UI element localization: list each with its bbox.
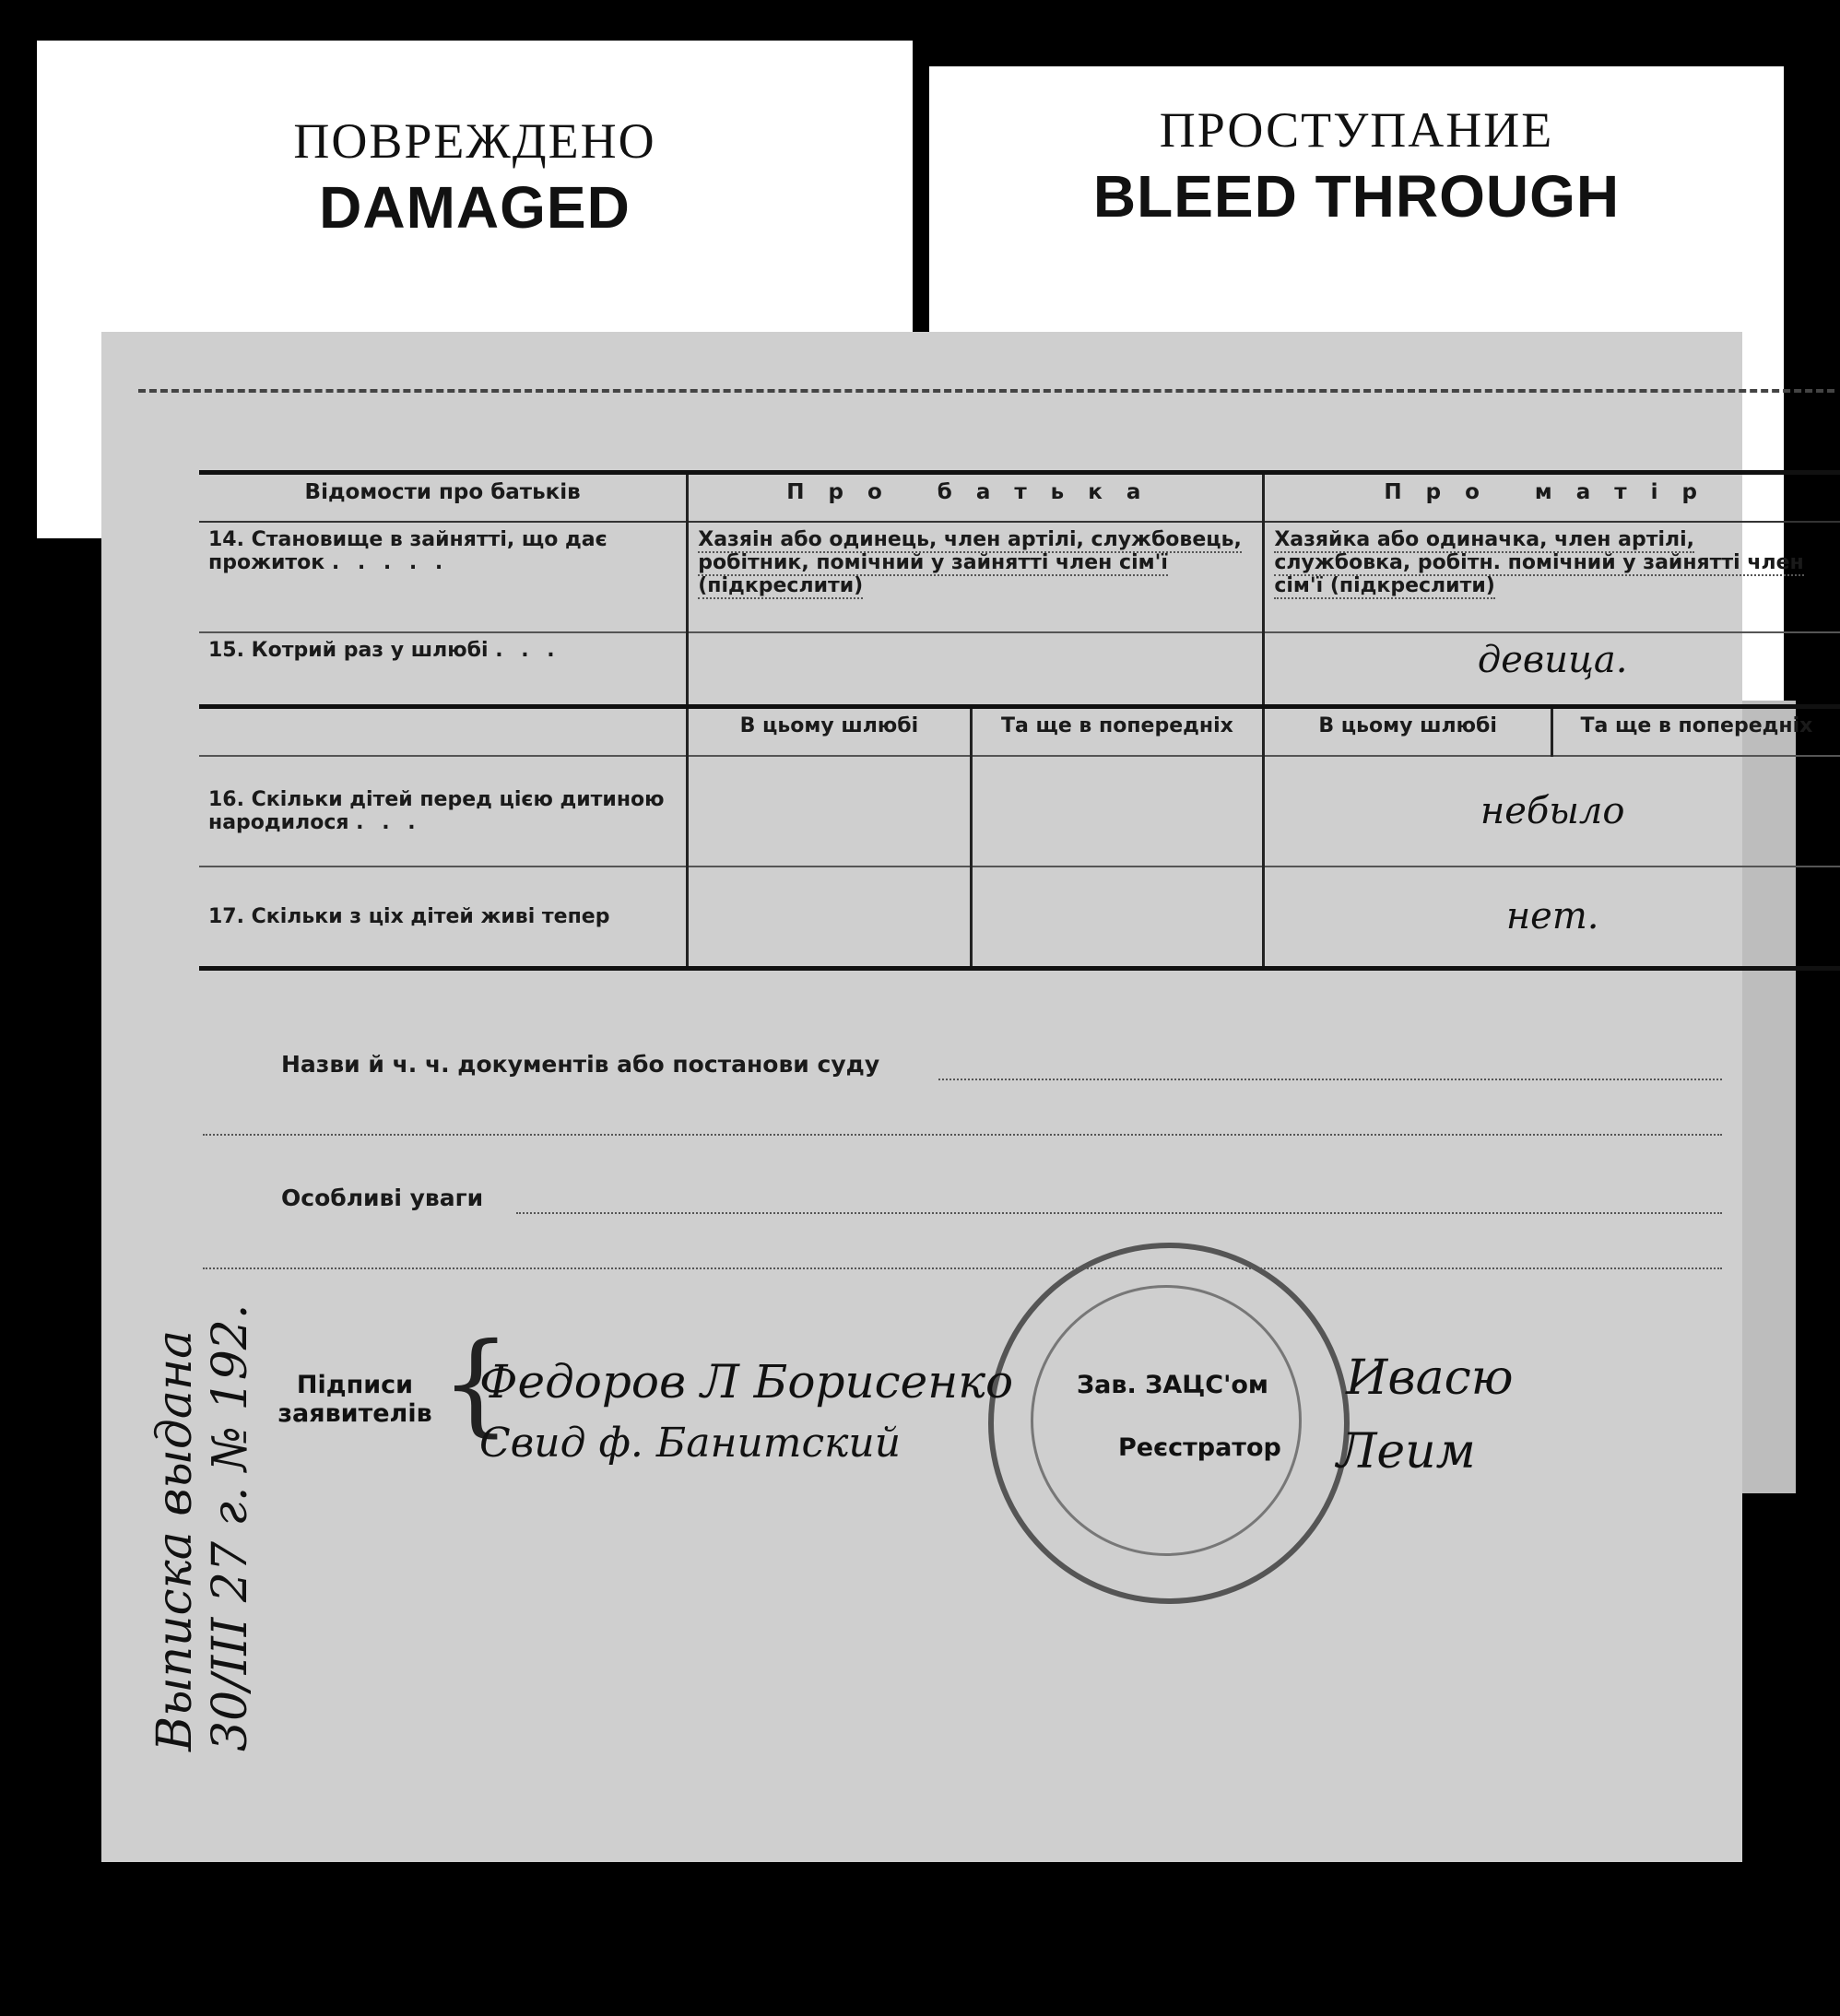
- parents-info-table: [199, 470, 1840, 971]
- row17-father-prev: [971, 867, 1264, 968]
- head-signature: Ивасю: [1346, 1350, 1514, 1406]
- round-seal-stamp-icon: [988, 1243, 1350, 1604]
- row16-father-this: [688, 756, 971, 867]
- registrar-signature: Леим: [1337, 1424, 1476, 1480]
- row16-mother-handwritten: небыло: [1480, 790, 1625, 832]
- row16-label: 16. Скільки дітей перед цією дитиною народилося . . .: [208, 788, 665, 834]
- registrar-label: Реєстратор: [1118, 1433, 1281, 1462]
- row14-label: 14. Становище в зайнятті, що дає прожиток . . . . .: [208, 528, 607, 574]
- header-mother: Про матір: [1264, 473, 1840, 523]
- documents-label: Назви й ч. ч. документів або постанови суду: [281, 1051, 880, 1078]
- row14-mother: Хазяйка або одиначка, член артілі, службовка, робітн. помічний у зайнятті член сім'ї (підкреслити): [1264, 522, 1840, 632]
- row15-father: [688, 632, 1264, 706]
- row17-label: 17. Скільки з ціх дітей живі тепер: [208, 904, 610, 928]
- sub-father-prev: Та ще в попередніх: [971, 706, 1264, 756]
- row14-father: Хазяін або одинець, член артілі, службовець, робітник, помічний у зайнятті член сім'ї (підкреслити): [688, 522, 1264, 632]
- document-sheet: [101, 332, 1813, 1862]
- documents-rule-2: [203, 1134, 1722, 1136]
- remarks-rule-1: [516, 1212, 1722, 1214]
- row17-mother: [1264, 867, 1840, 968]
- sub-mother-this: В цьому шлюбі: [1264, 706, 1552, 756]
- bleed-label-en: BLEED THROUGH: [1092, 163, 1621, 230]
- remarks-rule-2: [203, 1267, 1722, 1269]
- row17-mother-handwritten: нет.: [1505, 895, 1599, 938]
- row16-father-prev: [971, 756, 1264, 867]
- row15-label: 15. Котрий раз у шлюбі . . .: [208, 639, 560, 662]
- header-parents-info: Відомости про батьків: [199, 473, 688, 523]
- remarks-label: Особливі уваги: [281, 1185, 484, 1211]
- header-father: Про батька: [688, 473, 1264, 523]
- row15-mother-handwritten: девица.: [1477, 639, 1628, 681]
- sub-mother-prev: Та ще в попередніх: [1551, 706, 1840, 756]
- documents-rule-1: [938, 1079, 1722, 1080]
- damaged-label-ru: ПОВРЕЖДЕНО: [293, 113, 656, 169]
- bleed-label-ru: ПРОСТУПАНИЕ: [1159, 102, 1554, 158]
- head-zags-label: Зав. ЗАЦС'ом: [1077, 1371, 1268, 1399]
- margin-handwritten-note: Выписка выдана 30/ІІІ 27 г. № 192.: [147, 1303, 258, 1751]
- damaged-label-en: DAMAGED: [319, 174, 631, 241]
- signatures-brace: {: [441, 1320, 512, 1448]
- row16-mother: [1264, 756, 1840, 867]
- applicant-signature-1: Федоров Л Борисенко: [479, 1355, 1014, 1409]
- row15-mother: [1264, 632, 1840, 706]
- subheader-empty: [199, 706, 688, 756]
- seal-inner-ring: [1031, 1285, 1302, 1556]
- row17-father-this: [688, 867, 971, 968]
- sub-father-this: В цьому шлюбі: [688, 706, 971, 756]
- applicant-signature-2: Свид ф. Банитский: [479, 1420, 902, 1467]
- applicants-signatures-label: Підписи заявителів: [277, 1371, 432, 1428]
- perforation-line: [138, 389, 1834, 393]
